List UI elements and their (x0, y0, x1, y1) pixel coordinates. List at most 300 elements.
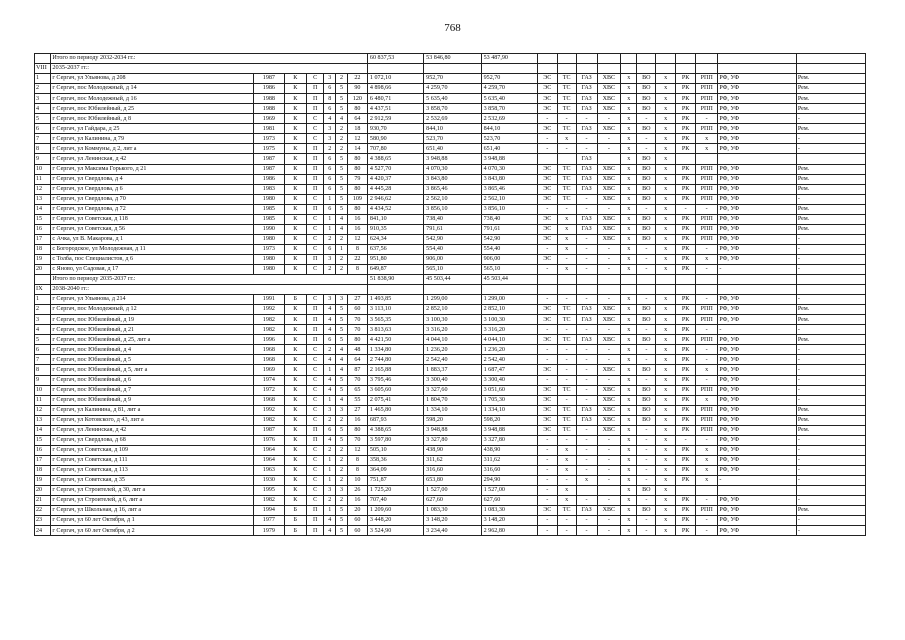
table-cell: К (284, 415, 306, 425)
table-cell: 4 (324, 516, 336, 526)
table-row (35, 395, 866, 405)
table-cell: х (621, 496, 637, 506)
table-cell: ХВС (597, 184, 620, 194)
table-cell: - (557, 254, 576, 264)
table-cell: 523,70 (424, 134, 481, 144)
cell (424, 64, 481, 74)
table-cell: 2 (336, 455, 348, 465)
address-cell: г Сергач, ул Советская, д 113 (51, 465, 254, 475)
table-cell: х (621, 124, 637, 134)
table-cell: РПП (696, 74, 718, 84)
table-cell: РФ, УФ (718, 295, 797, 305)
table-cell: 4 437,51 (367, 104, 423, 114)
table-row (35, 506, 866, 516)
table-cell: х (656, 154, 676, 164)
table-cell: 2 912,59 (367, 114, 423, 124)
table-cell: 791,61 (424, 224, 481, 234)
table-cell (718, 486, 797, 496)
address-cell: г Сергач, пос Юбилейный, д 7 (51, 385, 254, 395)
table-cell: 14 (35, 204, 51, 214)
table-cell: 1980 (254, 194, 284, 204)
table-cell: РФ, УФ (718, 194, 797, 204)
table-cell: РК (676, 496, 696, 506)
table-cell: - (796, 194, 865, 204)
table-cell: - (537, 526, 557, 536)
table-cell: 3 843,80 (424, 174, 481, 184)
table-cell: 3 856,10 (481, 204, 537, 214)
table-cell: - (796, 365, 865, 375)
table-cell (597, 486, 620, 496)
table-cell: 930,70 (367, 124, 423, 134)
table-cell: - (696, 345, 718, 355)
table-cell: - (557, 355, 576, 365)
table-cell: х (656, 144, 676, 154)
table-row (35, 104, 866, 114)
address-cell: с Толба, пос Специалистов, д 6 (51, 254, 254, 264)
address-cell: г Сергач, ул Ленинская, д 42 (51, 425, 254, 435)
table-cell: 9 (35, 375, 51, 385)
table-cell: 16 (35, 224, 51, 234)
table-cell: 64 (347, 114, 367, 124)
table-cell: РПП (696, 104, 718, 114)
table-row (35, 124, 866, 134)
address-cell: г Сергач, ул Ленинская, д 42 (51, 154, 254, 164)
table-cell: х (557, 234, 576, 244)
table-cell: РПП (696, 194, 718, 204)
table-cell: ХВС (597, 395, 620, 405)
table-cell: 3 948,88 (481, 154, 537, 164)
table-cell: Рем. (796, 315, 865, 325)
table-cell: К (284, 395, 306, 405)
address-cell: г Сергач, пос Молодежный, д 16 (51, 94, 254, 104)
table-cell: РК (676, 295, 696, 305)
table-cell: - (718, 325, 797, 335)
table-cell: 1 (336, 244, 348, 254)
address-cell: г Сергач, ул Коммуны, д 2, лит а (51, 144, 254, 154)
table-cell: х (621, 114, 637, 124)
table-cell: 5 (336, 154, 348, 164)
table-cell: ГАЗ (576, 74, 597, 84)
table-cell: 1 083,30 (424, 506, 481, 516)
table-cell: К (284, 144, 306, 154)
address-cell: г Сергач, ул Свердлова, д 4 (51, 174, 254, 184)
table-cell: РФ, УФ (718, 365, 797, 375)
table-cell: 1 236,20 (481, 345, 537, 355)
cell (576, 285, 597, 295)
table-cell: ХВС (597, 425, 620, 435)
table-cell: РК (676, 214, 696, 224)
table-cell: 1 299,00 (481, 295, 537, 305)
table-cell: РФ, УФ (718, 94, 797, 104)
table-cell: ЭС (537, 385, 557, 395)
table-cell: 1 883,37 (424, 365, 481, 375)
table-cell: х (621, 506, 637, 516)
table-cell: 3 234,40 (424, 526, 481, 536)
table-cell: РФ, УФ (718, 174, 797, 184)
table-cell: 565,10 (424, 264, 481, 274)
address-cell: г Сергач, ул Советская, д 35 (51, 475, 254, 485)
table-cell: 1992 (254, 305, 284, 315)
table-cell: ТС (557, 506, 576, 516)
table-cell: 5 635,40 (481, 94, 537, 104)
table-cell: ЭС (537, 84, 557, 94)
table-cell: 27 (347, 295, 367, 305)
period-total-row (35, 54, 866, 64)
table-cell: РФ, УФ (718, 425, 797, 435)
table-cell: - (597, 144, 620, 154)
table-cell: - (537, 496, 557, 506)
table-cell: 1980 (254, 254, 284, 264)
table-cell: ГАЗ (576, 506, 597, 516)
table-cell: х (656, 84, 676, 94)
table-cell: 17 (35, 234, 51, 244)
table-cell: - (576, 375, 597, 385)
table-cell: 4 388,65 (367, 425, 423, 435)
table-cell: 4 044,10 (481, 335, 537, 345)
table-cell: 6 (324, 154, 336, 164)
table-cell: 438,90 (424, 445, 481, 455)
table-cell: РК (676, 74, 696, 84)
table-cell: - (557, 204, 576, 214)
table-cell: К (284, 184, 306, 194)
table-cell: Рем. (796, 224, 865, 234)
table-cell: К (284, 124, 306, 134)
cell (796, 54, 865, 64)
table-cell: х (656, 465, 676, 475)
table-cell: 311,62 (424, 455, 481, 465)
table-cell: х (656, 214, 676, 224)
address-cell: г Сергач, ул Свердлова, д 6 (51, 184, 254, 194)
table-cell: РК (676, 526, 696, 536)
table-cell: 5 (336, 325, 348, 335)
cell (621, 64, 637, 74)
address-cell: г Сергач, ул Калинина, д 79 (51, 134, 254, 144)
table-cell: х (621, 74, 637, 84)
table-cell: 4 (324, 375, 336, 385)
table-cell: ВО (637, 174, 656, 184)
table-cell: 3 (324, 254, 336, 264)
table-cell: 554,40 (424, 244, 481, 254)
cell (576, 275, 597, 285)
table-cell: 65 (347, 385, 367, 395)
table-cell: 5 (336, 164, 348, 174)
table-cell: х (656, 114, 676, 124)
table-cell: - (718, 264, 797, 274)
table-cell: 651,40 (424, 144, 481, 154)
table-cell: - (796, 395, 865, 405)
table-cell: К (284, 475, 306, 485)
table-cell: К (284, 114, 306, 124)
table-cell: ХВС (597, 174, 620, 184)
table-cell: ВО (637, 385, 656, 395)
table-cell: РФ, УФ (718, 445, 797, 455)
table-cell: К (284, 365, 306, 375)
table-cell: - (796, 435, 865, 445)
table-cell: 4 527,70 (367, 164, 423, 174)
address-cell: с Яново, ул Садовая, д 17 (51, 264, 254, 274)
table-cell: 1 527,00 (424, 486, 481, 496)
table-cell: ТС (557, 315, 576, 325)
table-cell: 2 (336, 234, 348, 244)
table-cell: 1982 (254, 315, 284, 325)
table-cell: 438,90 (481, 445, 537, 455)
table-cell: С (306, 465, 324, 475)
table-cell: К (284, 74, 306, 84)
table-cell: ЭС (537, 254, 557, 264)
table-cell: ХВС (597, 405, 620, 415)
table-cell: - (537, 295, 557, 305)
table-cell: 3 316,20 (481, 325, 537, 335)
table-cell: - (597, 355, 620, 365)
table-cell: 2 (336, 264, 348, 274)
table-cell: С (306, 244, 324, 254)
table-cell: РПП (696, 385, 718, 395)
table-cell: РПП (696, 425, 718, 435)
table-cell: 4 (336, 224, 348, 234)
table-cell: х (557, 496, 576, 506)
table-cell: 14 (347, 144, 367, 154)
cell (696, 275, 718, 285)
table-cell: х (656, 345, 676, 355)
table-cell: х (656, 184, 676, 194)
table-cell: К (284, 455, 306, 465)
table-cell: 2 (324, 415, 336, 425)
table-cell: К (284, 345, 306, 355)
table-cell: 8 (35, 144, 51, 154)
table-cell: 5 (336, 506, 348, 516)
table-cell: 5 (336, 84, 348, 94)
table-cell: 2 852,10 (424, 305, 481, 315)
table-cell: х (621, 134, 637, 144)
cell (557, 285, 576, 295)
table-cell: ТС (557, 164, 576, 174)
table-cell: РК (676, 264, 696, 274)
table-cell: Рем. (796, 174, 865, 184)
table-cell: РФ, УФ (718, 516, 797, 526)
table-cell: - (796, 295, 865, 305)
table-cell: - (637, 254, 656, 264)
table-cell: 60 (347, 526, 367, 536)
table-cell: - (696, 435, 718, 445)
table-cell: 3 (324, 295, 336, 305)
table-cell: 653,80 (424, 475, 481, 485)
table-cell: 23 (35, 516, 51, 526)
table-cell: Б (284, 506, 306, 516)
table-cell: 12 (347, 234, 367, 244)
table-cell: 1985 (254, 204, 284, 214)
table-cell: 80 (347, 164, 367, 174)
table-cell: - (537, 134, 557, 144)
table-cell: П (306, 174, 324, 184)
table-cell: 542,90 (481, 234, 537, 244)
table-cell: 624,34 (367, 234, 423, 244)
table-cell: 4 (324, 526, 336, 536)
cell (637, 64, 656, 74)
table-cell: РК (676, 144, 696, 154)
table-cell: 1980 (254, 234, 284, 244)
table-cell: 294,90 (481, 475, 537, 485)
table-cell: 6 (324, 335, 336, 345)
table-cell: - (537, 345, 557, 355)
table-cell: РК (676, 365, 696, 375)
table-cell: 1986 (254, 84, 284, 94)
table-cell: РК (676, 355, 696, 365)
table-cell: 2 (336, 475, 348, 485)
table-cell: К (284, 174, 306, 184)
cell (676, 54, 696, 64)
table-cell: х (696, 134, 718, 144)
table-row (35, 345, 866, 355)
table-cell: х (621, 375, 637, 385)
table-cell: ХВС (597, 415, 620, 425)
cell (676, 64, 696, 74)
table-cell: - (637, 435, 656, 445)
table-cell: К (284, 194, 306, 204)
table-cell: 2 (336, 415, 348, 425)
table-cell: ГАЗ (576, 335, 597, 345)
table-cell: 1 493,85 (367, 295, 423, 305)
table-cell: 1 334,80 (367, 345, 423, 355)
table-cell: х (557, 445, 576, 455)
table-cell (597, 154, 620, 164)
table-cell: х (621, 94, 637, 104)
table-cell: 6 (324, 425, 336, 435)
table-cell: Рем. (796, 415, 865, 425)
table-cell: 4 420,37 (367, 174, 423, 184)
table-cell: - (537, 204, 557, 214)
table-cell: РК (676, 465, 696, 475)
table-cell: 3 (35, 94, 51, 104)
address-cell: г Сергач, пос Юбилейный, д 25 (51, 104, 254, 114)
table-cell: 1 (35, 74, 51, 84)
table-cell: РПП (696, 214, 718, 224)
table-cell: РК (676, 315, 696, 325)
table-cell: РПП (696, 124, 718, 134)
table-cell: х (656, 124, 676, 134)
table-cell: х (656, 365, 676, 375)
table-cell: РФ, УФ (718, 305, 797, 315)
table-cell: 80 (347, 104, 367, 114)
table-cell: - (796, 375, 865, 385)
table-cell: ВО (637, 234, 656, 244)
table-cell: РФ, УФ (718, 395, 797, 405)
table-cell: 598,20 (424, 415, 481, 425)
table-cell: К (284, 134, 306, 144)
table-row (35, 405, 866, 415)
table-cell: - (637, 465, 656, 475)
table-cell: 6 (324, 244, 336, 254)
table-cell: - (576, 526, 597, 536)
table-cell: 311,62 (481, 455, 537, 465)
table-cell: РК (676, 375, 696, 385)
table-cell: - (796, 345, 865, 355)
table-cell: 4 (336, 114, 348, 124)
table-cell: ГАЗ (576, 214, 597, 224)
table-cell: 3 948,88 (424, 425, 481, 435)
table-cell: К (284, 375, 306, 385)
table-cell: - (597, 295, 620, 305)
table-cell: х (656, 234, 676, 244)
table-cell: 24 (35, 526, 51, 536)
table-cell: Рем. (796, 214, 865, 224)
table-cell: 2 (324, 345, 336, 355)
total-sum: 53 846,80 (424, 54, 481, 64)
table-cell: 5 (336, 184, 348, 194)
table-cell: РФ, УФ (718, 506, 797, 516)
table-cell: С (306, 134, 324, 144)
table-cell (696, 154, 718, 164)
cell (576, 54, 597, 64)
table-cell: 637,56 (367, 244, 423, 254)
table-cell: 4 044,10 (424, 335, 481, 345)
table-cell: П (306, 325, 324, 335)
table-cell: 1987 (254, 425, 284, 435)
table-cell: - (576, 295, 597, 305)
table-cell: - (576, 325, 597, 335)
table-cell: - (557, 435, 576, 445)
table-cell: 1992 (254, 405, 284, 415)
address-cell: г Сергач, ул 60 лет Октября, д 1 (51, 516, 254, 526)
table-cell: РК (676, 224, 696, 234)
table-cell: - (637, 114, 656, 124)
table-cell: х (656, 94, 676, 104)
table-cell: Рем. (796, 506, 865, 516)
cell (718, 275, 797, 285)
table-cell: РК (676, 415, 696, 425)
table-cell: х (696, 254, 718, 264)
table-cell: 3 524,90 (367, 526, 423, 536)
address-cell: г Сергач, ул Калинина, д 81, лит а (51, 405, 254, 415)
table-cell: 1930 (254, 475, 284, 485)
table-cell: ГАЗ (576, 174, 597, 184)
table-cell: 2 542,40 (424, 355, 481, 365)
table-cell: П (306, 315, 324, 325)
table-cell: 1 (324, 214, 336, 224)
table-cell: ТС (557, 335, 576, 345)
table-cell: х (621, 295, 637, 305)
table-cell: 4 (324, 315, 336, 325)
address-cell: г Сергач, пос Юбилейный, д 4 (51, 345, 254, 355)
table-cell: 5 (336, 305, 348, 315)
table-cell: РПП (696, 405, 718, 415)
period-header-row (35, 64, 866, 74)
table-cell: 15 (35, 214, 51, 224)
table-row (35, 184, 866, 194)
cell (557, 54, 576, 64)
table-cell: ВО (637, 405, 656, 415)
cell (656, 275, 676, 285)
table-cell: ЭС (537, 94, 557, 104)
table-cell: 1973 (254, 244, 284, 254)
table-cell: ГАЗ (576, 154, 597, 164)
table-cell: - (696, 204, 718, 214)
table-row (35, 295, 866, 305)
table-cell: 1980 (254, 264, 284, 274)
table-cell: х (557, 465, 576, 475)
table-cell: С (306, 264, 324, 274)
table-cell: х (696, 365, 718, 375)
table-cell: 951,80 (367, 254, 423, 264)
table-cell: - (597, 526, 620, 536)
table-cell: х (656, 385, 676, 395)
table-cell: х (656, 405, 676, 415)
table-cell: Б (284, 516, 306, 526)
table-cell: 1 (324, 455, 336, 465)
table-cell: 1964 (254, 445, 284, 455)
table-cell: К (284, 325, 306, 335)
table-cell: 11 (35, 174, 51, 184)
table-cell: ЭС (537, 174, 557, 184)
